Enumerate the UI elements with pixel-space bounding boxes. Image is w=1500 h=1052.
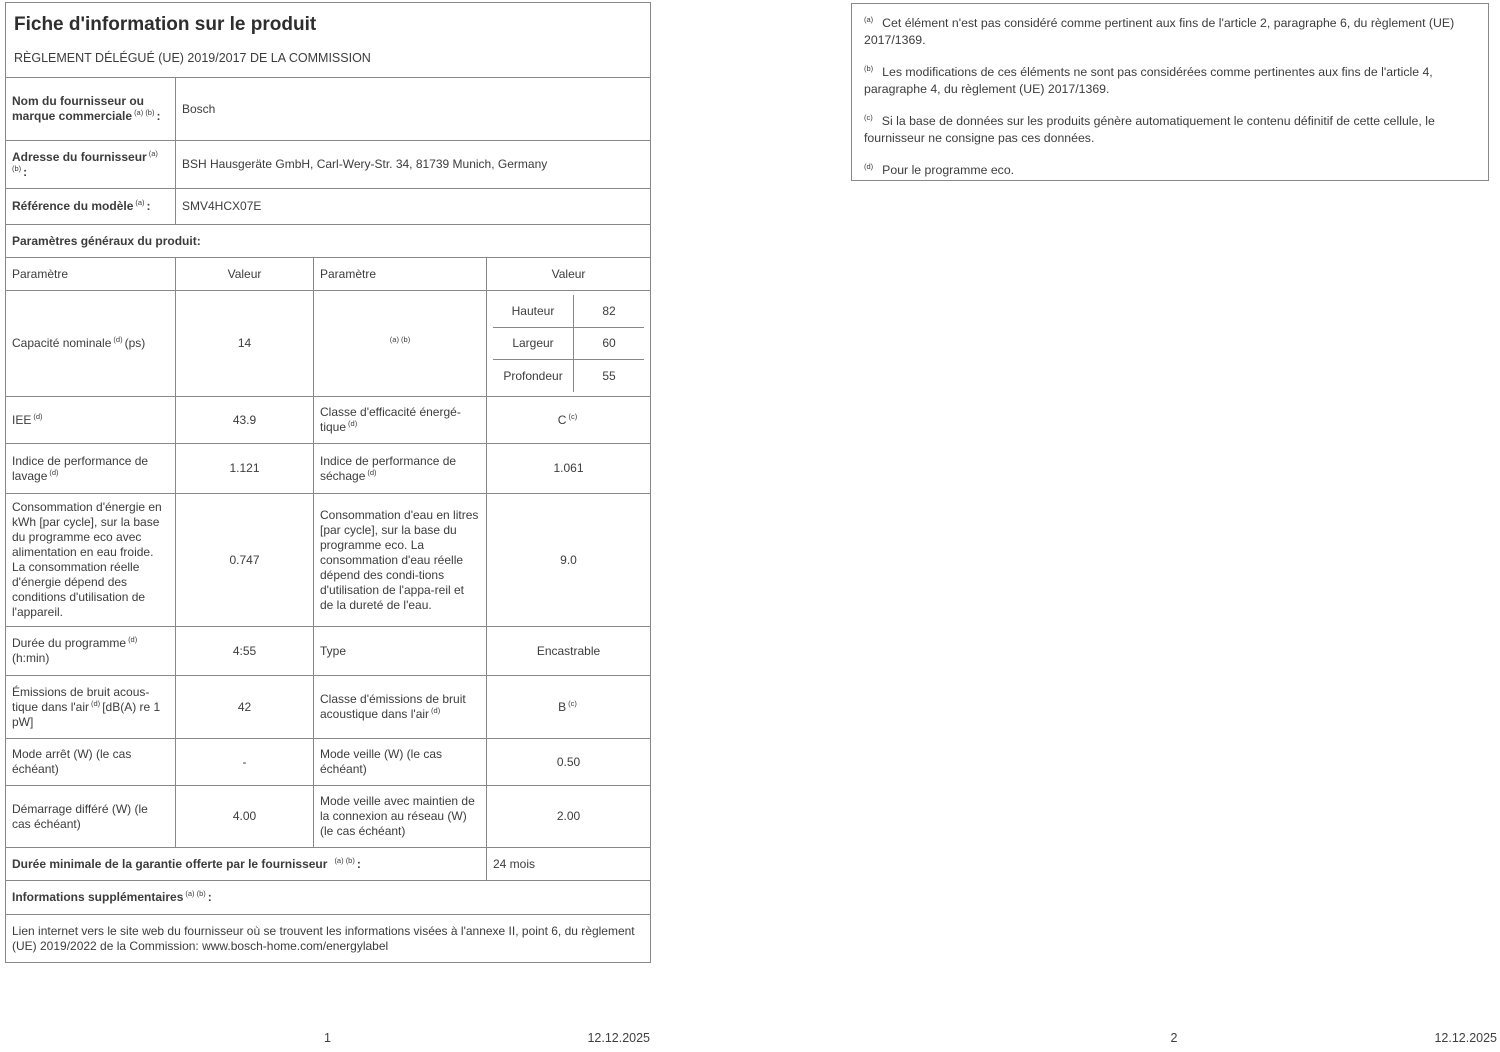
guarantee-footnote-ref: (a) (b) [334, 855, 355, 865]
supplier-address-colon: : [23, 164, 28, 179]
dry-perf-label: Indice de performance de séchage [320, 453, 457, 483]
water-consumption-value: 9.0 [487, 494, 651, 627]
dimension-width-label: Largeur [493, 328, 574, 360]
noise-label: Émissions de bruit acous-tique dans l'air [12, 684, 150, 714]
duration-label-cell [6, 627, 176, 676]
col-header-param-1: Paramètre [6, 258, 176, 291]
noise-value: 42 [176, 676, 314, 739]
footnote-c-text: Si la base de données sur les produits génère automatiquement le contenu définitif de cette cellule, le fournisseur ne consigne pas ces données. [864, 113, 1435, 145]
dimensions-footnote-ref: (a) (b) [389, 335, 411, 345]
guarantee-colon: : [356, 856, 361, 871]
guarantee-value: 24 mois [487, 848, 651, 881]
dry-perf-label-cell [314, 444, 487, 494]
noise-footnote-ref: (d) [91, 698, 101, 708]
network-standby-value: 2.00 [487, 786, 651, 848]
dry-perf-value: 1.061 [487, 444, 651, 494]
wash-perf-label-cell [6, 444, 176, 494]
guarantee-label-cell [6, 848, 487, 881]
noise-class-value-footnote-ref: (c) [568, 698, 577, 708]
page1-date: 12.12.2025 [587, 1031, 650, 1045]
supplier-name-label: Nom du fournisseur ou marque commerciale [12, 94, 144, 124]
footnote-b-marker: (b) [864, 63, 874, 73]
dimensions-grid [493, 295, 644, 392]
page2-footer [851, 1031, 1497, 1045]
dry-perf-footnote-ref: (d) [367, 467, 377, 477]
page2-date: 12.12.2025 [1434, 1031, 1497, 1045]
energy-consumption-label: Consommation d'énergie en kWh [par cycle], sur la base du programme eco avec alimentation en eau froide. La consommation réelle d'énergie dépend des conditions d'utilisation de l'appareil. [6, 494, 176, 627]
noise-label-cell [6, 676, 176, 739]
noise-class-footnote-ref: (d) [431, 706, 441, 716]
noise-class-label-cell [314, 676, 487, 739]
col-header-value-1: Valeur [176, 258, 314, 291]
supplier-name-footnote-ref: (a) (b) [134, 108, 155, 118]
noise-class-value-cell [487, 676, 651, 739]
off-mode-value: - [176, 739, 314, 786]
col-header-value-2: Valeur [487, 258, 651, 291]
duration-label: Durée du programme [12, 636, 127, 651]
standby-label: Mode veille (W) (le cas échéant) [314, 739, 487, 786]
additional-info-label: Informations supplémentaires [12, 890, 184, 905]
footnote-c-marker: (c) [864, 112, 873, 122]
delay-start-value: 4.00 [176, 786, 314, 848]
noise-class-label: Classe d'émissions de bruit acoustique dans l'air [320, 692, 466, 722]
general-params-section-title: Paramètres généraux du produit: [6, 225, 651, 258]
footnote-d-text: Pour le programme eco. [882, 162, 1015, 177]
footnote-a-text: Cet élément n'est pas considéré comme pertinent aux fins de l'article 2, paragraphe 6, du règlement (UE) 2017/1369. [864, 16, 1455, 47]
network-standby-label: Mode veille avec maintien de la connexion au réseau (W) (le cas échéant) [314, 786, 487, 848]
col-header-param-2: Paramètre [314, 258, 487, 291]
duration-unit: (h:min) [12, 651, 50, 666]
dimension-depth-label: Profondeur [493, 360, 574, 392]
supplier-name-label-cell [6, 78, 176, 141]
model-ref-footnote-ref: (a) [135, 198, 145, 208]
dimensions-label-cell [314, 291, 487, 397]
iee-value: 43.9 [176, 397, 314, 444]
energy-class-value: C [557, 412, 567, 427]
supplier-address-label: Adresse du fournisseur [12, 149, 147, 164]
delay-start-label: Démarrage différé (W) (le cas échéant) [6, 786, 176, 848]
wash-perf-footnote-ref: (d) [49, 467, 59, 477]
capacity-label: Capacité nominale [12, 336, 112, 351]
type-label: Type [314, 627, 487, 676]
footnotes-box [851, 3, 1489, 181]
page1-number: 1 [324, 1031, 331, 1045]
wash-perf-label: Indice de performance de lavage [12, 453, 149, 483]
water-consumption-label: Consommation d'eau en litres [par cycle], sur la base du programme eco. La consommation d'eau réelle dépend des condi-tions d'utilisation de l'appa-reil et de la dureté de l'eau. [314, 494, 487, 627]
duration-footnote-ref: (d) [128, 635, 138, 645]
regulation-subtitle: RÈGLEMENT DÉLÉGUÉ (UE) 2019/2017 DE LA COMMISSION [14, 50, 371, 65]
capacity-unit: (ps) [124, 336, 146, 351]
capacity-label-cell [6, 291, 176, 397]
iee-label: IEE [12, 412, 32, 427]
page2-number: 2 [1170, 1031, 1178, 1045]
noise-class-value: B [558, 699, 567, 714]
supplier-name-colon: : [156, 109, 161, 124]
page-title: Fiche d'information sur le produit [14, 14, 317, 35]
page1-footer [5, 1031, 650, 1045]
additional-info-colon: : [207, 890, 212, 905]
supplier-address-footnote-ref: (a) (b) [12, 148, 158, 173]
model-ref-value: SMV4HCX07E [176, 189, 651, 225]
energy-consumption-value: 0.747 [176, 494, 314, 627]
dimension-height-label: Hauteur [493, 295, 574, 327]
dimension-height-value: 82 [574, 295, 644, 327]
additional-info-cell [6, 881, 651, 915]
model-ref-colon: : [146, 199, 151, 214]
noise-unit: [dB(A) re 1 pW] [12, 699, 161, 729]
supplier-name-value: Bosch [176, 78, 651, 141]
footnote-b [864, 64, 1476, 98]
off-mode-label: Mode arrêt (W) (le cas échéant) [6, 739, 176, 786]
capacity-footnote-ref: (d) [113, 335, 123, 345]
dimensions-cell [487, 291, 651, 397]
dimension-depth-value: 55 [602, 368, 616, 383]
guarantee-label: Durée minimale de la garantie offerte par le fournisseur [12, 856, 328, 871]
supplier-website-link-text: Lien internet vers le site web du fournisseur où se trouvent les informations visées à l'annexe II, point 6, du règlement (UE) 2019/2022 de la Commission: www.bosch-home.com/energylabel [6, 915, 651, 963]
footnote-a-marker: (a) [864, 14, 874, 24]
footnote-c [864, 113, 1476, 147]
footnote-a [864, 15, 1476, 49]
footnote-d [864, 162, 1476, 179]
energy-class-footnote-ref: (d) [348, 419, 358, 429]
supplier-address-label-cell [6, 141, 176, 189]
energy-class-label: Classe d'efficacité énergé-tique [320, 405, 461, 435]
energy-class-value-cell [487, 397, 651, 444]
product-fiche-table [5, 2, 651, 963]
dimension-width-value: 60 [574, 328, 644, 360]
energy-class-label-cell [314, 397, 487, 444]
model-ref-label: Référence du modèle [12, 199, 134, 214]
standby-value: 0.50 [487, 739, 651, 786]
energy-class-value-footnote-ref: (c) [568, 411, 578, 421]
duration-value: 4:55 [176, 627, 314, 676]
supplier-address-value: BSH Hausgeräte GmbH, Carl-Wery-Str. 34, 81739 Munich, Germany [176, 141, 651, 189]
capacity-value: 14 [176, 291, 314, 397]
model-ref-label-cell [6, 189, 176, 225]
footnote-b-text: Les modifications de ces éléments ne sont pas considérées comme pertinentes aux fins de l'article 4, paragraphe 4, du règlement (UE) 2017/1369. [864, 64, 1433, 96]
iee-footnote-ref: (d) [33, 411, 43, 421]
product-fiche-page [5, 2, 651, 963]
additional-info-footnote-ref: (a) (b) [185, 889, 206, 899]
wash-perf-value: 1.121 [176, 444, 314, 494]
footnote-d-marker: (d) [864, 161, 874, 171]
title-cell [6, 3, 651, 78]
iee-label-cell [6, 397, 176, 444]
type-value: Encastrable [487, 627, 651, 676]
